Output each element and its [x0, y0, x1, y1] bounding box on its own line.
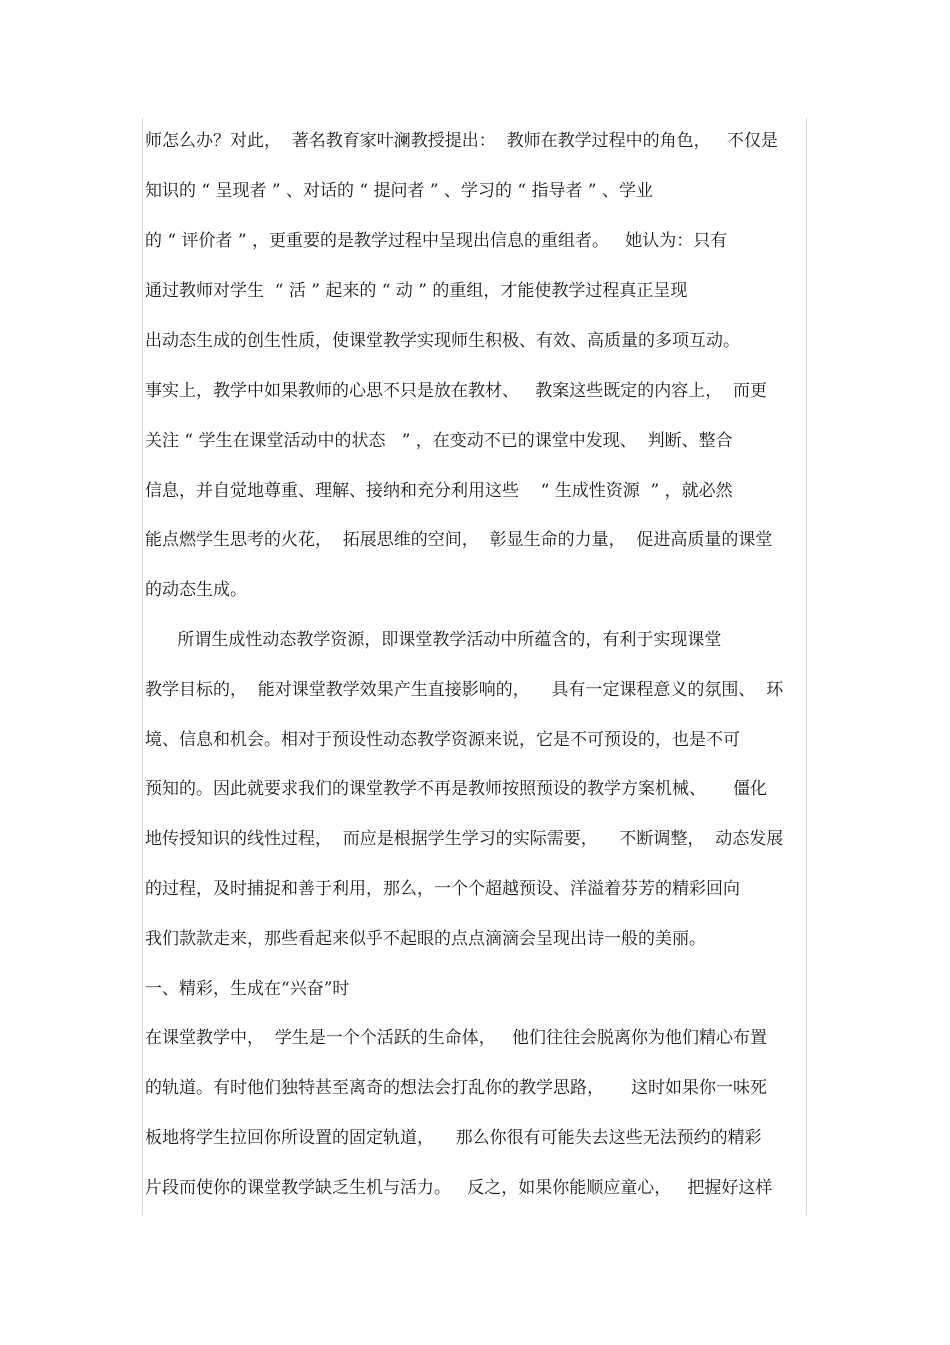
text-line: 片段而使你的课堂教学缺乏生机与活力。 反之，如果你能顺应童心， 把握好这样	[145, 1178, 773, 1198]
page-right-border	[806, 118, 807, 1215]
text-line: 出动态生成的创生性质，使课堂教学实现师生积极、有效、高质量的多项互动。	[145, 331, 740, 351]
text-line: 知识的 “ 呈现者 ” 、对话的 “ 提问者 ” 、学习的 “ 指导者 ” 、学业	[145, 181, 653, 201]
text-line: 板地将学生拉回你所设置的固定轨道， 那么你很有可能失去这些无法预约的精彩	[145, 1128, 762, 1148]
text-line: 地传授知识的线性过程， 而应是根据学生学习的实际需要， 不断调整， 动态发展	[145, 829, 784, 849]
text-line: 关注 “ 学生在课堂活动中的状态 ” ，在变动不已的课堂中发现、 判断、整合	[145, 431, 733, 451]
text-line: 的过程，及时捕捉和善于利用，那么，一个个超越预设、洋溢着芬芳的精彩回向	[145, 879, 740, 899]
section-heading: 一、精彩，生成在“兴奋”时	[145, 979, 350, 999]
text-line: 在课堂教学中， 学生是一个个活跃的生命体， 他们往往会脱离你为他们精心布置	[145, 1028, 768, 1048]
text-line: 事实上，教学中如果教师的心思不只是放在教材、 教案这些既定的内容上， 而更	[145, 381, 768, 401]
paragraph-first-line: 所谓生成性动态教学资源，即课堂教学活动中所蕴含的，有利于实现课堂	[145, 630, 722, 650]
text-line: 的 “ 评价者 ” ，更重要的是教学过程中呈现出信息的重组者。 她认为：只有	[145, 231, 728, 251]
page-left-border	[142, 118, 143, 1215]
text-line: 教学目标的， 能对课堂教学效果产生直接影响的， 具有一定课程意义的氛围、 环	[145, 680, 784, 700]
text-line: 的动态生成。	[145, 580, 247, 600]
text-line: 通过教师对学生 “ 活 ” 起来的 “ 动 ” 的重组，才能使教学过程真正呈现	[145, 281, 688, 301]
text-line: 境、信息和机会。相对于预设性动态教学资源来说，它是不可预设的，也是不可	[145, 730, 740, 750]
text-line: 我们款款走来，那些看起来似乎不起眼的点点滴滴会呈现出诗一般的美丽。	[145, 929, 706, 949]
text-line: 能点燃学生思考的火花， 拓展思维的空间， 彰显生命的力量， 促进高质量的课堂	[145, 530, 773, 550]
text-line: 预知的。因此就要求我们的课堂教学不再是教师按照预设的教学方案机械、 僵化	[145, 779, 768, 799]
text-line: 信息，并自觉地尊重、理解、接纳和充分利用这些 “ 生成性资源 ” ，就必然	[145, 481, 733, 501]
text-line: 师怎么办？对此， 著名教育家叶澜教授提出： 教师在教学过程中的角色， 不仅是	[145, 131, 778, 151]
text-line: 的轨道。有时他们独特甚至离奇的想法会打乱你的教学思路， 这时如果你一味死	[145, 1078, 768, 1098]
